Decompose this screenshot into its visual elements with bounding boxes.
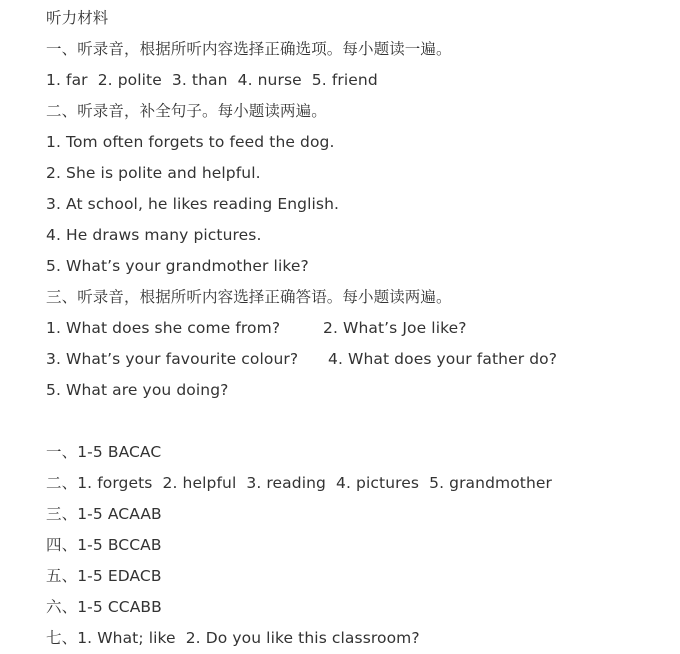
answer-line: 七、1. What; like 2. Do you like this classroom? bbox=[46, 629, 420, 647]
part2-sentence: 3. At school, he likes reading English. bbox=[46, 195, 340, 213]
part3-question: 1. What does she come from? bbox=[46, 319, 281, 337]
answer-line: 二、1. forgets 2. helpful 3. reading 4. pictures 5. grandmother bbox=[46, 474, 553, 492]
section-spacer bbox=[46, 406, 676, 437]
part1-instruction: 一、听录音，根据所听内容选择正确选项。每小题读一遍。 bbox=[46, 40, 452, 58]
part2-sentence: 1. Tom often forgets to feed the dog. bbox=[46, 133, 335, 151]
part2-sentence: 4. He draws many pictures. bbox=[46, 226, 262, 244]
answer-line: 三、1-5 ACAAB bbox=[46, 505, 162, 523]
part3-instruction: 三、听录音，根据所听内容选择正确答语。每小题读两遍。 bbox=[46, 288, 452, 306]
part2-instruction: 二、听录音，补全句子。每小题读两遍。 bbox=[46, 102, 327, 120]
document-body bbox=[46, 3, 676, 654]
part3-question-row bbox=[46, 344, 676, 375]
part3-question: 4. What does your father do? bbox=[328, 350, 558, 368]
answer-line: 一、1-5 BACAC bbox=[46, 443, 162, 461]
part3-question: 5. What are you doing? bbox=[46, 381, 229, 399]
answer-line: 六、1-5 CCABB bbox=[46, 598, 162, 616]
part2-sentence: 2. She is polite and helpful. bbox=[46, 164, 261, 182]
document-title: 听力材料 bbox=[46, 9, 109, 27]
answer-line: 四、1-5 BCCAB bbox=[46, 536, 162, 554]
part3-question: 3. What’s your favourite colour? bbox=[46, 350, 299, 368]
part3-question: 2. What’s Joe like? bbox=[323, 319, 467, 337]
part3-question-row bbox=[46, 313, 676, 344]
part1-words: 1. far 2. polite 3. than 4. nurse 5. friend bbox=[46, 71, 378, 89]
answer-line: 五、1-5 EDACB bbox=[46, 567, 162, 585]
part2-sentence: 5. What’s your grandmother like? bbox=[46, 257, 309, 275]
